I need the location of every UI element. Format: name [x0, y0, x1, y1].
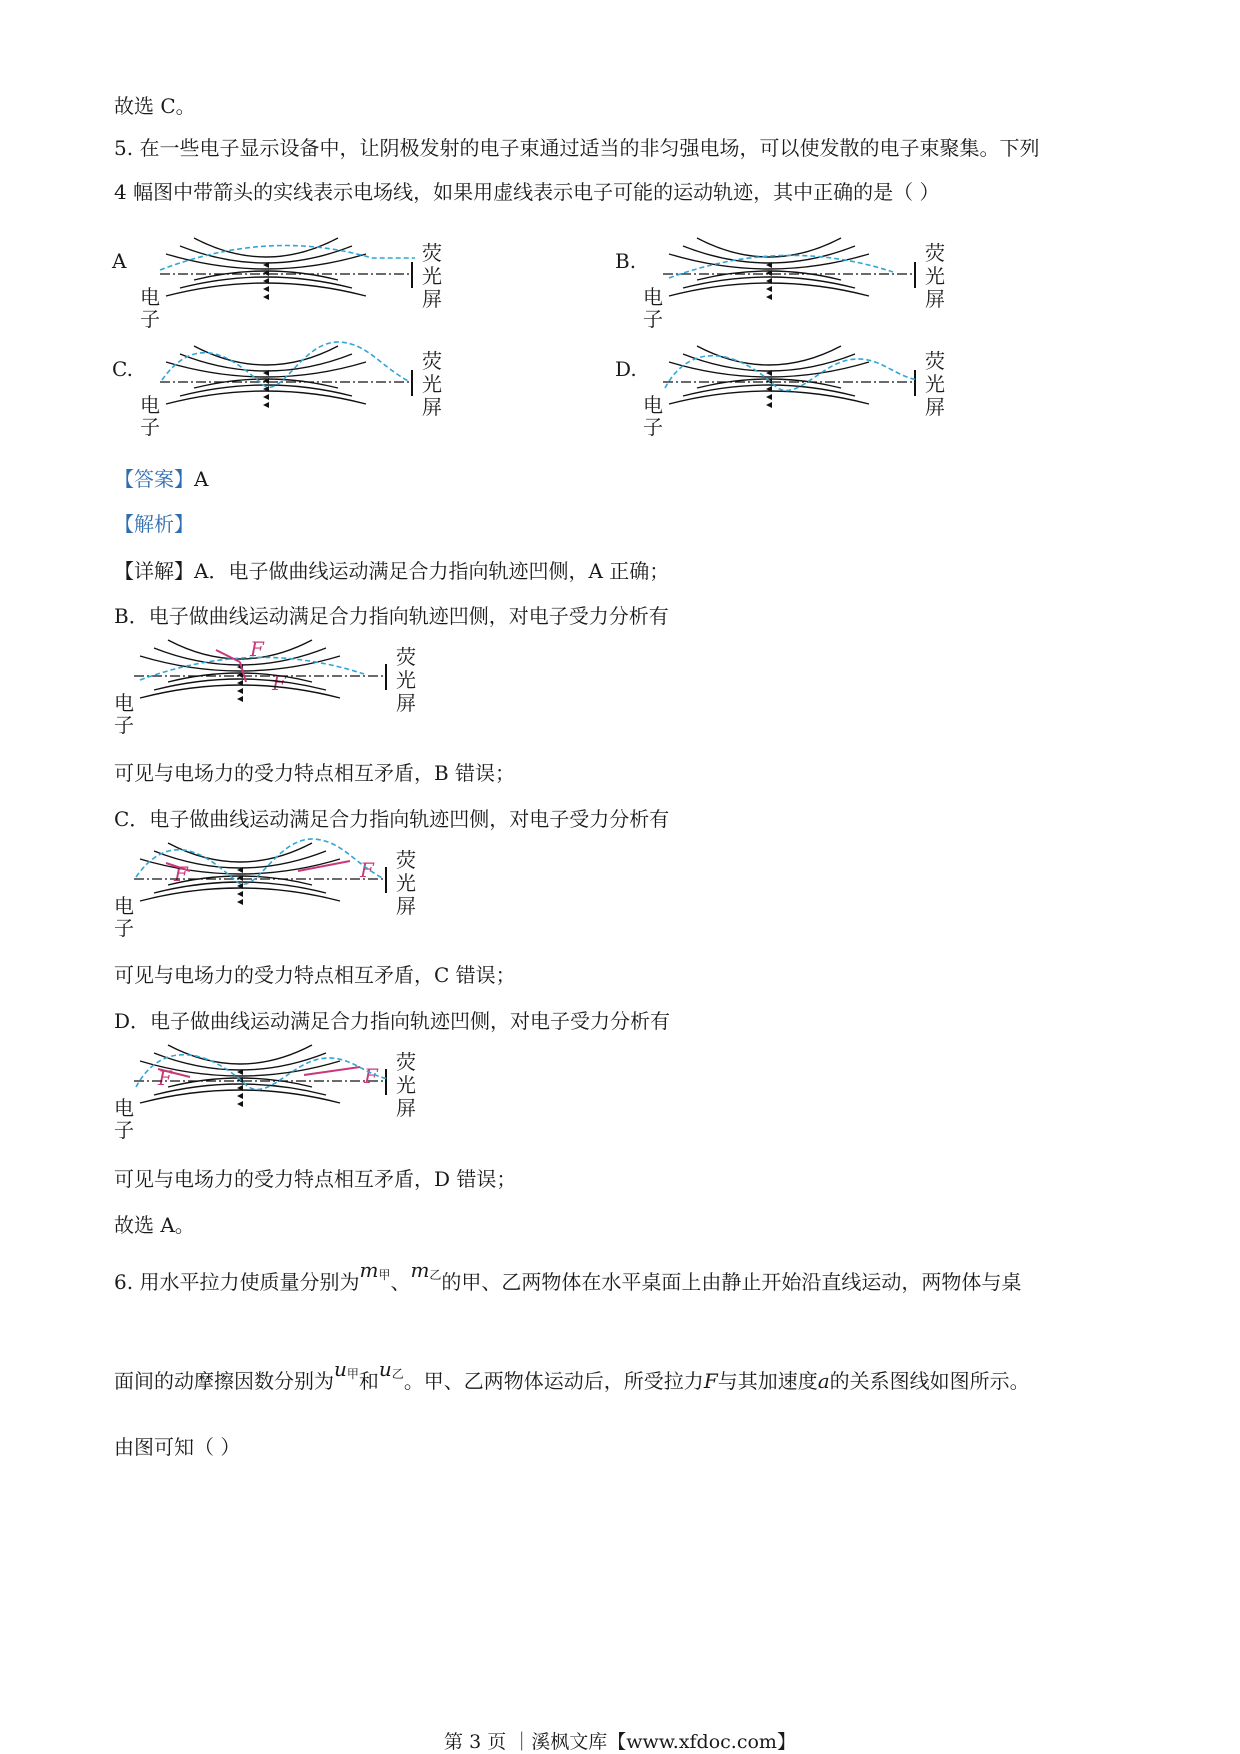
option-d-letter: D. [615, 357, 637, 381]
field-line [168, 637, 312, 661]
field-line [168, 843, 312, 862]
analysis-b-conclusion: 可见与电场力的受力特点相互矛盾，B 错误； [114, 761, 516, 785]
electron-label: 电子 [140, 285, 160, 331]
question-6-line1: 6. 用水平拉力使质量分别为m甲、m乙的甲、乙两物体在水平桌面上由静止开始沿直线运动，两物体与桌 [114, 1258, 1022, 1294]
field-line [194, 346, 338, 365]
screen-label: 荧 光 屏 [925, 241, 945, 311]
answer-value: A [194, 467, 209, 491]
force-arrow [158, 1069, 190, 1077]
force-label-top: F [250, 637, 264, 661]
field-diagram [643, 238, 923, 318]
arrow-head [237, 696, 243, 702]
arrow-head [263, 286, 269, 292]
field-diagram [140, 238, 420, 318]
mass-yi: m乙 [410, 1258, 442, 1282]
field-diagram [140, 346, 420, 426]
analysis-d-conclusion: 可见与电场力的受力特点相互矛盾，D 错误； [114, 1167, 517, 1191]
field-diagram [114, 1045, 394, 1125]
screen-label: 荧 光 屏 [422, 241, 442, 311]
field-line [669, 254, 869, 269]
field-line [194, 238, 338, 257]
electron-label: 电子 [114, 691, 134, 737]
electron-label: 电子 [140, 393, 160, 439]
force-label-right: F [360, 858, 374, 882]
analysis-c-conclusion: 可见与电场力的受力特点相互矛盾，C 错误； [114, 963, 516, 987]
field-diagram [643, 346, 923, 426]
arrow-head [766, 294, 772, 300]
detail-line: 【详解】A．电子做曲线运动满足合力指向轨迹凹侧，A 正确； [114, 559, 670, 583]
arrow-head [237, 891, 243, 897]
arrow-head [766, 402, 772, 408]
field-line [697, 238, 841, 257]
option-b-letter: B. [615, 249, 637, 273]
analysis-tag: 【解析】 [114, 512, 194, 536]
arrow-head [766, 286, 772, 292]
option-a-letter: A [112, 249, 127, 273]
question-5-line2: 4 幅图中带箭头的实线表示电场线，如果用虚线表示电子可能的运动轨迹，其中正确的是（ ） [114, 180, 940, 204]
force-label-left: F [174, 862, 188, 886]
choose-a-line: 故选 A。 [114, 1213, 195, 1237]
electron-label: 电子 [643, 285, 663, 331]
arrow-head [237, 1093, 243, 1099]
force-label-left: F [158, 1066, 172, 1090]
field-line [140, 859, 340, 874]
option-c-letter: C. [112, 357, 133, 381]
arrow-head [263, 294, 269, 300]
arrow-head [263, 402, 269, 408]
analysis-c-text: C．电子做曲线运动满足合力指向轨迹凹侧，对电子受力分析有 [114, 807, 670, 831]
screen-label: 荧 光 屏 [422, 349, 442, 419]
field-diagram [114, 637, 394, 720]
electron-label: 电子 [114, 1096, 134, 1142]
answer-line [114, 465, 208, 493]
question-5-line1: 5. 在一些电子显示设备中，让阴极发射的电子束通过适当的非匀强电场，可以使发散的电子束聚集。下列 [114, 136, 1040, 160]
arrow-head [237, 899, 243, 905]
analysis-d-text: D．电子做曲线运动满足合力指向轨迹凹侧，对电子受力分析有 [114, 1009, 671, 1033]
question-6-line2: 面间的动摩擦因数分别为u甲和u乙。甲、乙两物体运动后，所受拉力F与其加速度a的关系图线如图所示。 [114, 1357, 1030, 1393]
electron-trajectory [160, 246, 415, 271]
text-line: 故选 C。 [114, 94, 196, 118]
force-label-center: F [272, 671, 286, 695]
field-line [166, 254, 366, 269]
mass-jia: m甲 [359, 1258, 391, 1282]
question-6-line3: 由图可知（ ） [114, 1435, 241, 1459]
electron-label: 电子 [114, 894, 134, 940]
mu-yi: u乙 [378, 1357, 404, 1381]
field-line [180, 354, 352, 371]
force-arrow [298, 861, 350, 871]
answer-tag: 【答案】 [114, 467, 194, 491]
page-footer: 第 3 页 ｜溪枫文库【www.xfdoc.com】 [444, 1731, 796, 1753]
arrow-head [263, 394, 269, 400]
analysis-b-text: B．电子做曲线运动满足合力指向轨迹凹侧，对电子受力分析有 [114, 604, 669, 628]
screen-label: 荧 光 屏 [396, 1050, 416, 1120]
field-line [166, 362, 366, 377]
field-line [683, 246, 855, 263]
arrow-head [766, 394, 772, 400]
arrow-head [237, 1101, 243, 1107]
mu-jia: u甲 [334, 1357, 359, 1381]
arrow-head [237, 688, 243, 694]
field-diagram [114, 843, 394, 923]
screen-label: 荧 光 屏 [925, 349, 945, 419]
screen-label: 荧 光 屏 [396, 645, 416, 715]
field-line [154, 851, 326, 868]
screen-label: 荧 光 屏 [396, 848, 416, 918]
electron-label: 电子 [643, 393, 663, 439]
force-label-right: F [364, 1064, 378, 1088]
field-line [669, 362, 869, 377]
